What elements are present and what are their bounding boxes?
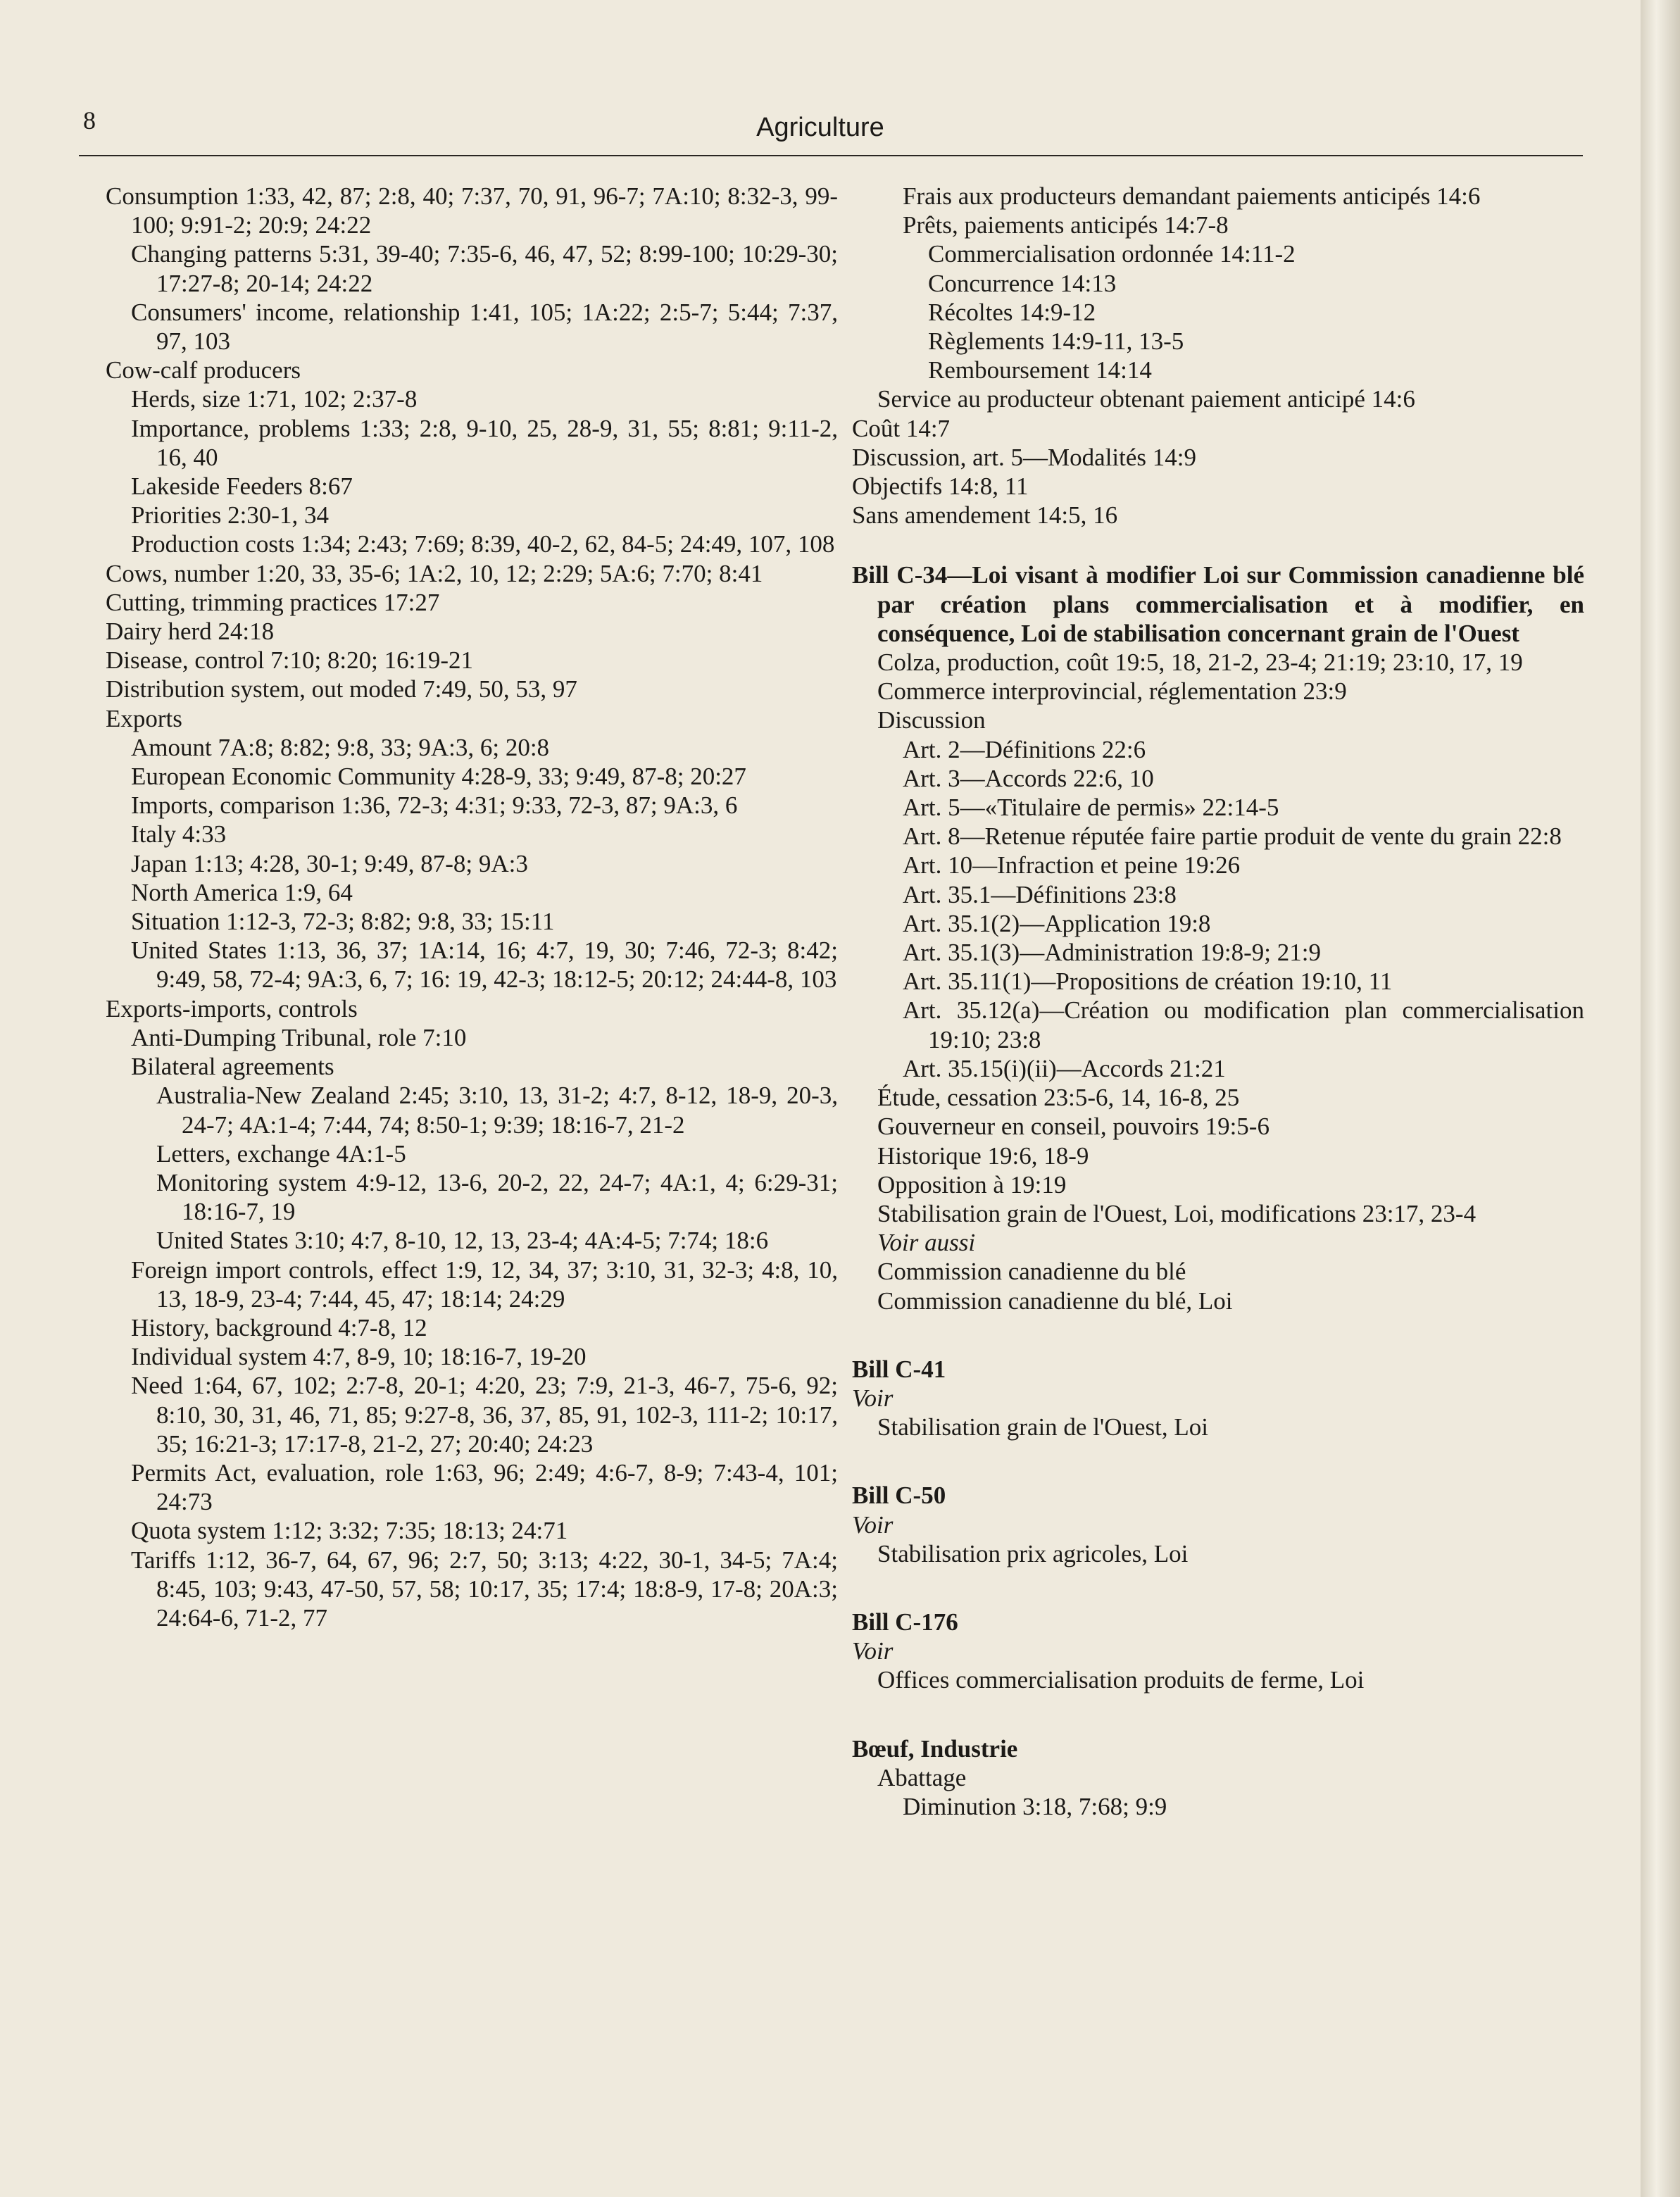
boeuf-entries	[852, 1763, 1584, 1821]
index-entry: Colza, production, coût 19:5, 18, 21-2, 23-4; 21:19; 23:10, 17, 19	[877, 649, 1523, 677]
index-entry: Abattage	[877, 1763, 967, 1791]
index-entry: Art. 35.1(3)—Administration 19:8-9; 21:9	[903, 939, 1321, 967]
index-entry: Coût 14:7	[852, 414, 951, 442]
index-entry: Letters, exchange 4A:1-5	[156, 1139, 406, 1168]
right-column	[852, 182, 1584, 1821]
see-also-label: Voir aussi	[877, 1229, 976, 1257]
index-entry: Dairy herd 24:18	[106, 618, 275, 646]
index-entry: Art. 10—Infraction et peine 19:26	[903, 851, 1241, 880]
index-entry: Étude, cessation 23:5-6, 14, 16-8, 25	[877, 1084, 1240, 1112]
index-entry: Consumption 1:33, 42, 87; 2:8, 40; 7:37, 70, 91, 96-7; 7A:10; 8:32-3, 99-100; 9:91-2; 20:9; 24:22	[106, 182, 838, 239]
index-entry: Art. 35.1—Définitions 23:8	[903, 880, 1177, 908]
page-binding-edge	[1641, 0, 1680, 2197]
see-also-item: Commission canadienne du blé	[877, 1258, 1186, 1286]
index-entry: Production costs 1:34; 2:43; 7:69; 8:39, 40-2, 62, 84-5; 24:49, 107, 108	[131, 530, 835, 558]
bill-c34-entries	[852, 648, 1584, 1228]
index-entry: Permits Act, evaluation, role 1:63, 96; 2:49; 4:6-7, 8-9; 7:43-4, 101; 24:73	[131, 1458, 838, 1516]
bill-c50-see-label: Voir	[852, 1510, 894, 1539]
index-entry: Art. 35.1(2)—Application 19:8	[903, 909, 1211, 937]
left-column	[106, 182, 838, 1632]
bill-c50-heading: Bill C-50	[852, 1482, 946, 1510]
index-entry: Concurrence 14:13	[928, 269, 1117, 297]
index-entry: Remboursement 14:14	[928, 356, 1152, 384]
index-entry: Situation 1:12-3, 72-3; 8:82; 9:8, 33; 15:11	[131, 908, 555, 936]
index-entry: Stabilisation grain de l'Ouest, Loi, modifications 23:17, 23-4	[877, 1199, 1477, 1227]
index-entry: History, background 4:7-8, 12	[131, 1313, 427, 1341]
index-entry: Individual system 4:7, 8-9, 10; 18:16-7, 19-20	[131, 1343, 587, 1371]
index-entry: United States 1:13, 36, 37; 1A:14, 16; 4:7, 19, 30; 7:46, 72-3; 8:42; 9:49, 58, 72-4; 9A:3, 6, 7; 16: 19, 42-3; 18:12-5; 20:12; 24:44-8, 103	[131, 937, 838, 994]
index-entry: Gouverneur en conseil, pouvoirs 19:5-6	[877, 1113, 1270, 1141]
index-entry: Art. 8—Retenue réputée faire partie produit de vente du grain 22:8	[903, 822, 1562, 851]
page-title: Agriculture	[756, 113, 884, 142]
index-entry: Récoltes 14:9-12	[928, 298, 1096, 326]
index-entry: Exports	[106, 704, 182, 732]
index-entry: Cow-calf producers	[106, 356, 301, 384]
index-entry: Sans amendement 14:5, 16	[852, 501, 1118, 530]
index-entry: Commercialisation ordonnée 14:11-2	[928, 240, 1296, 268]
index-entry: United States 3:10; 4:7, 8-10, 12, 13, 23-4; 4A:4-5; 7:74; 18:6	[156, 1227, 769, 1255]
index-entry: Herds, size 1:71, 102; 2:37-8	[131, 385, 418, 413]
page-number: 8	[83, 106, 96, 134]
index-entry: Art. 5—«Titulaire de permis» 22:14-5	[903, 794, 1279, 822]
bill-c34-section	[852, 561, 1584, 1315]
index-entry: Diminution 3:18, 7:68; 9:9	[903, 1792, 1167, 1820]
index-entry: Art. 35.15(i)(ii)—Accords 21:21	[903, 1054, 1226, 1082]
index-entry: Australia-New Zealand 2:45; 3:10, 13, 31-2; 4:7, 8-12, 18-9, 20-3, 24-7; 4A:1-4; 7:44, 74; 8:50-1; 9:39; 18:16-7, 21-2	[156, 1082, 838, 1139]
index-entry: Prêts, paiements anticipés 14:7-8	[903, 211, 1229, 239]
bill-c41-section	[852, 1355, 1584, 1442]
index-entry: Objectifs 14:8, 11	[852, 472, 1029, 501]
boeuf-section	[852, 1734, 1584, 1822]
index-entry: Exports-imports, controls	[106, 994, 358, 1022]
index-entry: Imports, comparison 1:36, 72-3; 4:31; 9:33, 72-3, 87; 9A:3, 6	[131, 791, 738, 820]
index-entry: Distribution system, out moded 7:49, 50, 53, 97	[106, 675, 577, 703]
right-top-entries	[852, 182, 1584, 530]
index-entry: Quota system 1:12; 3:32; 7:35; 18:13; 24:71	[131, 1517, 568, 1545]
index-entry: Cutting, trimming practices 17:27	[106, 588, 440, 616]
index-entry: Discussion, art. 5—Modalités 14:9	[852, 443, 1196, 471]
index-entry: Importance, problems 1:33; 2:8, 9-10, 25, 28-9, 31, 55; 8:81; 9:11-2, 16, 40	[131, 414, 838, 471]
bill-c176-heading: Bill C-176	[852, 1608, 958, 1636]
see-also-item: Commission canadienne du blé, Loi	[877, 1287, 1233, 1315]
index-entry: Frais aux producteurs demandant paiements anticipés 14:6	[903, 182, 1481, 210]
index-entry: Règlements 14:9-11, 13-5	[928, 327, 1184, 356]
boeuf-heading: Bœuf, Industrie	[852, 1734, 1018, 1763]
index-entry: Consumers' income, relationship 1:41, 105; 1A:22; 2:5-7; 5:44; 7:37, 97, 103	[131, 298, 838, 356]
index-entry: Art. 3—Accords 22:6, 10	[903, 764, 1154, 792]
index-entry: Priorities 2:30-1, 34	[131, 501, 329, 530]
header-rule	[79, 155, 1583, 156]
index-entry: Service au producteur obtenant paiement anticipé 14:6	[877, 385, 1415, 413]
index-entry: European Economic Community 4:28-9, 33; 9:49, 87-8; 20:27	[131, 763, 746, 791]
index-entry: Discussion	[877, 706, 986, 734]
bill-c176-section	[852, 1608, 1584, 1695]
index-entry: Art. 2—Définitions 22:6	[903, 735, 1146, 763]
see-also-list	[852, 1257, 1584, 1315]
bill-c50-see: Stabilisation prix agricoles, Loi	[877, 1539, 1189, 1567]
index-entry: Italy 4:33	[131, 820, 227, 849]
bill-c50-section	[852, 1481, 1584, 1568]
bill-c41-heading: Bill C-41	[852, 1355, 946, 1383]
index-entry: Changing patterns 5:31, 39-40; 7:35-6, 46, 47, 52; 8:99-100; 10:29-30; 17:27-8; 20-14; 24:22	[131, 240, 838, 297]
index-entry: Monitoring system 4:9-12, 13-6, 20-2, 22, 24-7; 4A:1, 4; 6:29-31; 18:16-7, 19	[156, 1168, 838, 1226]
index-entry: Tariffs 1:12, 36-7, 64, 67, 96; 2:7, 50; 3:13; 4:22, 30-1, 34-5; 7A:4; 8:45, 103; 9:43, 47-50, 57, 58; 10:17, 35; 17:4; 18:8-9, 17-8; 20A:3; 24:64-6, 71-2, 77	[131, 1546, 838, 1632]
index-entry: Historique 19:6, 18-9	[877, 1141, 1089, 1170]
index-entry: Lakeside Feeders 8:67	[131, 472, 353, 501]
bill-c41-see: Stabilisation grain de l'Ouest, Loi	[877, 1413, 1208, 1441]
index-entry: Amount 7A:8; 8:82; 9:8, 33; 9A:3, 6; 20:8	[131, 733, 550, 761]
index-entry: Japan 1:13; 4:28, 30-1; 9:49, 87-8; 9A:3	[131, 849, 528, 877]
index-entry: Bilateral agreements	[131, 1053, 334, 1081]
bill-c34-heading: Bill C-34—Loi visant à modifier Loi sur Commission canadienne blé par création plans commercialisation et à modifier, en conséquence, Loi de stabilisation concernant grain de l'Ouest	[852, 561, 1584, 647]
index-entry: Anti-Dumping Tribunal, role 7:10	[131, 1023, 467, 1051]
index-entry: Commerce interprovincial, réglementation 23:9	[877, 677, 1347, 706]
index-entry: Art. 35.12(a)—Création ou modification plan commercialisation 19:10; 23:8	[903, 996, 1584, 1053]
index-entry: Opposition à 19:19	[877, 1170, 1067, 1198]
index-entry: Cows, number 1:20, 33, 35-6; 1A:2, 10, 12; 2:29; 5A:6; 7:70; 8:41	[106, 559, 763, 587]
bill-c176-see-label: Voir	[852, 1637, 894, 1665]
index-entry: Foreign import controls, effect 1:9, 12, 34, 37; 3:10, 31, 32-3; 4:8, 10, 13, 18-9, 23-4; 7:44, 45, 47; 18:14; 24:29	[131, 1256, 838, 1313]
index-entry: Need 1:64, 67, 102; 2:7-8, 20-1; 4:20, 23; 7:9, 21-3, 46-7, 75-6, 92; 8:10, 30, 31, 46, 71, 85; 9:27-8, 36, 37, 85, 91, 102-3, 111-2; 10:17, 35; 16:21-3; 17:17-8, 21-2, 27; 20:40; 24:23	[131, 1372, 838, 1458]
bill-c176-see: Offices commercialisation produits de ferme, Loi	[877, 1666, 1365, 1694]
index-entry: Art. 35.11(1)—Propositions de création 19:10, 11	[903, 968, 1393, 996]
bill-c41-see-label: Voir	[852, 1384, 894, 1412]
index-entry: North America 1:9, 64	[131, 878, 353, 906]
index-entry: Disease, control 7:10; 8:20; 16:19-21	[106, 646, 474, 675]
